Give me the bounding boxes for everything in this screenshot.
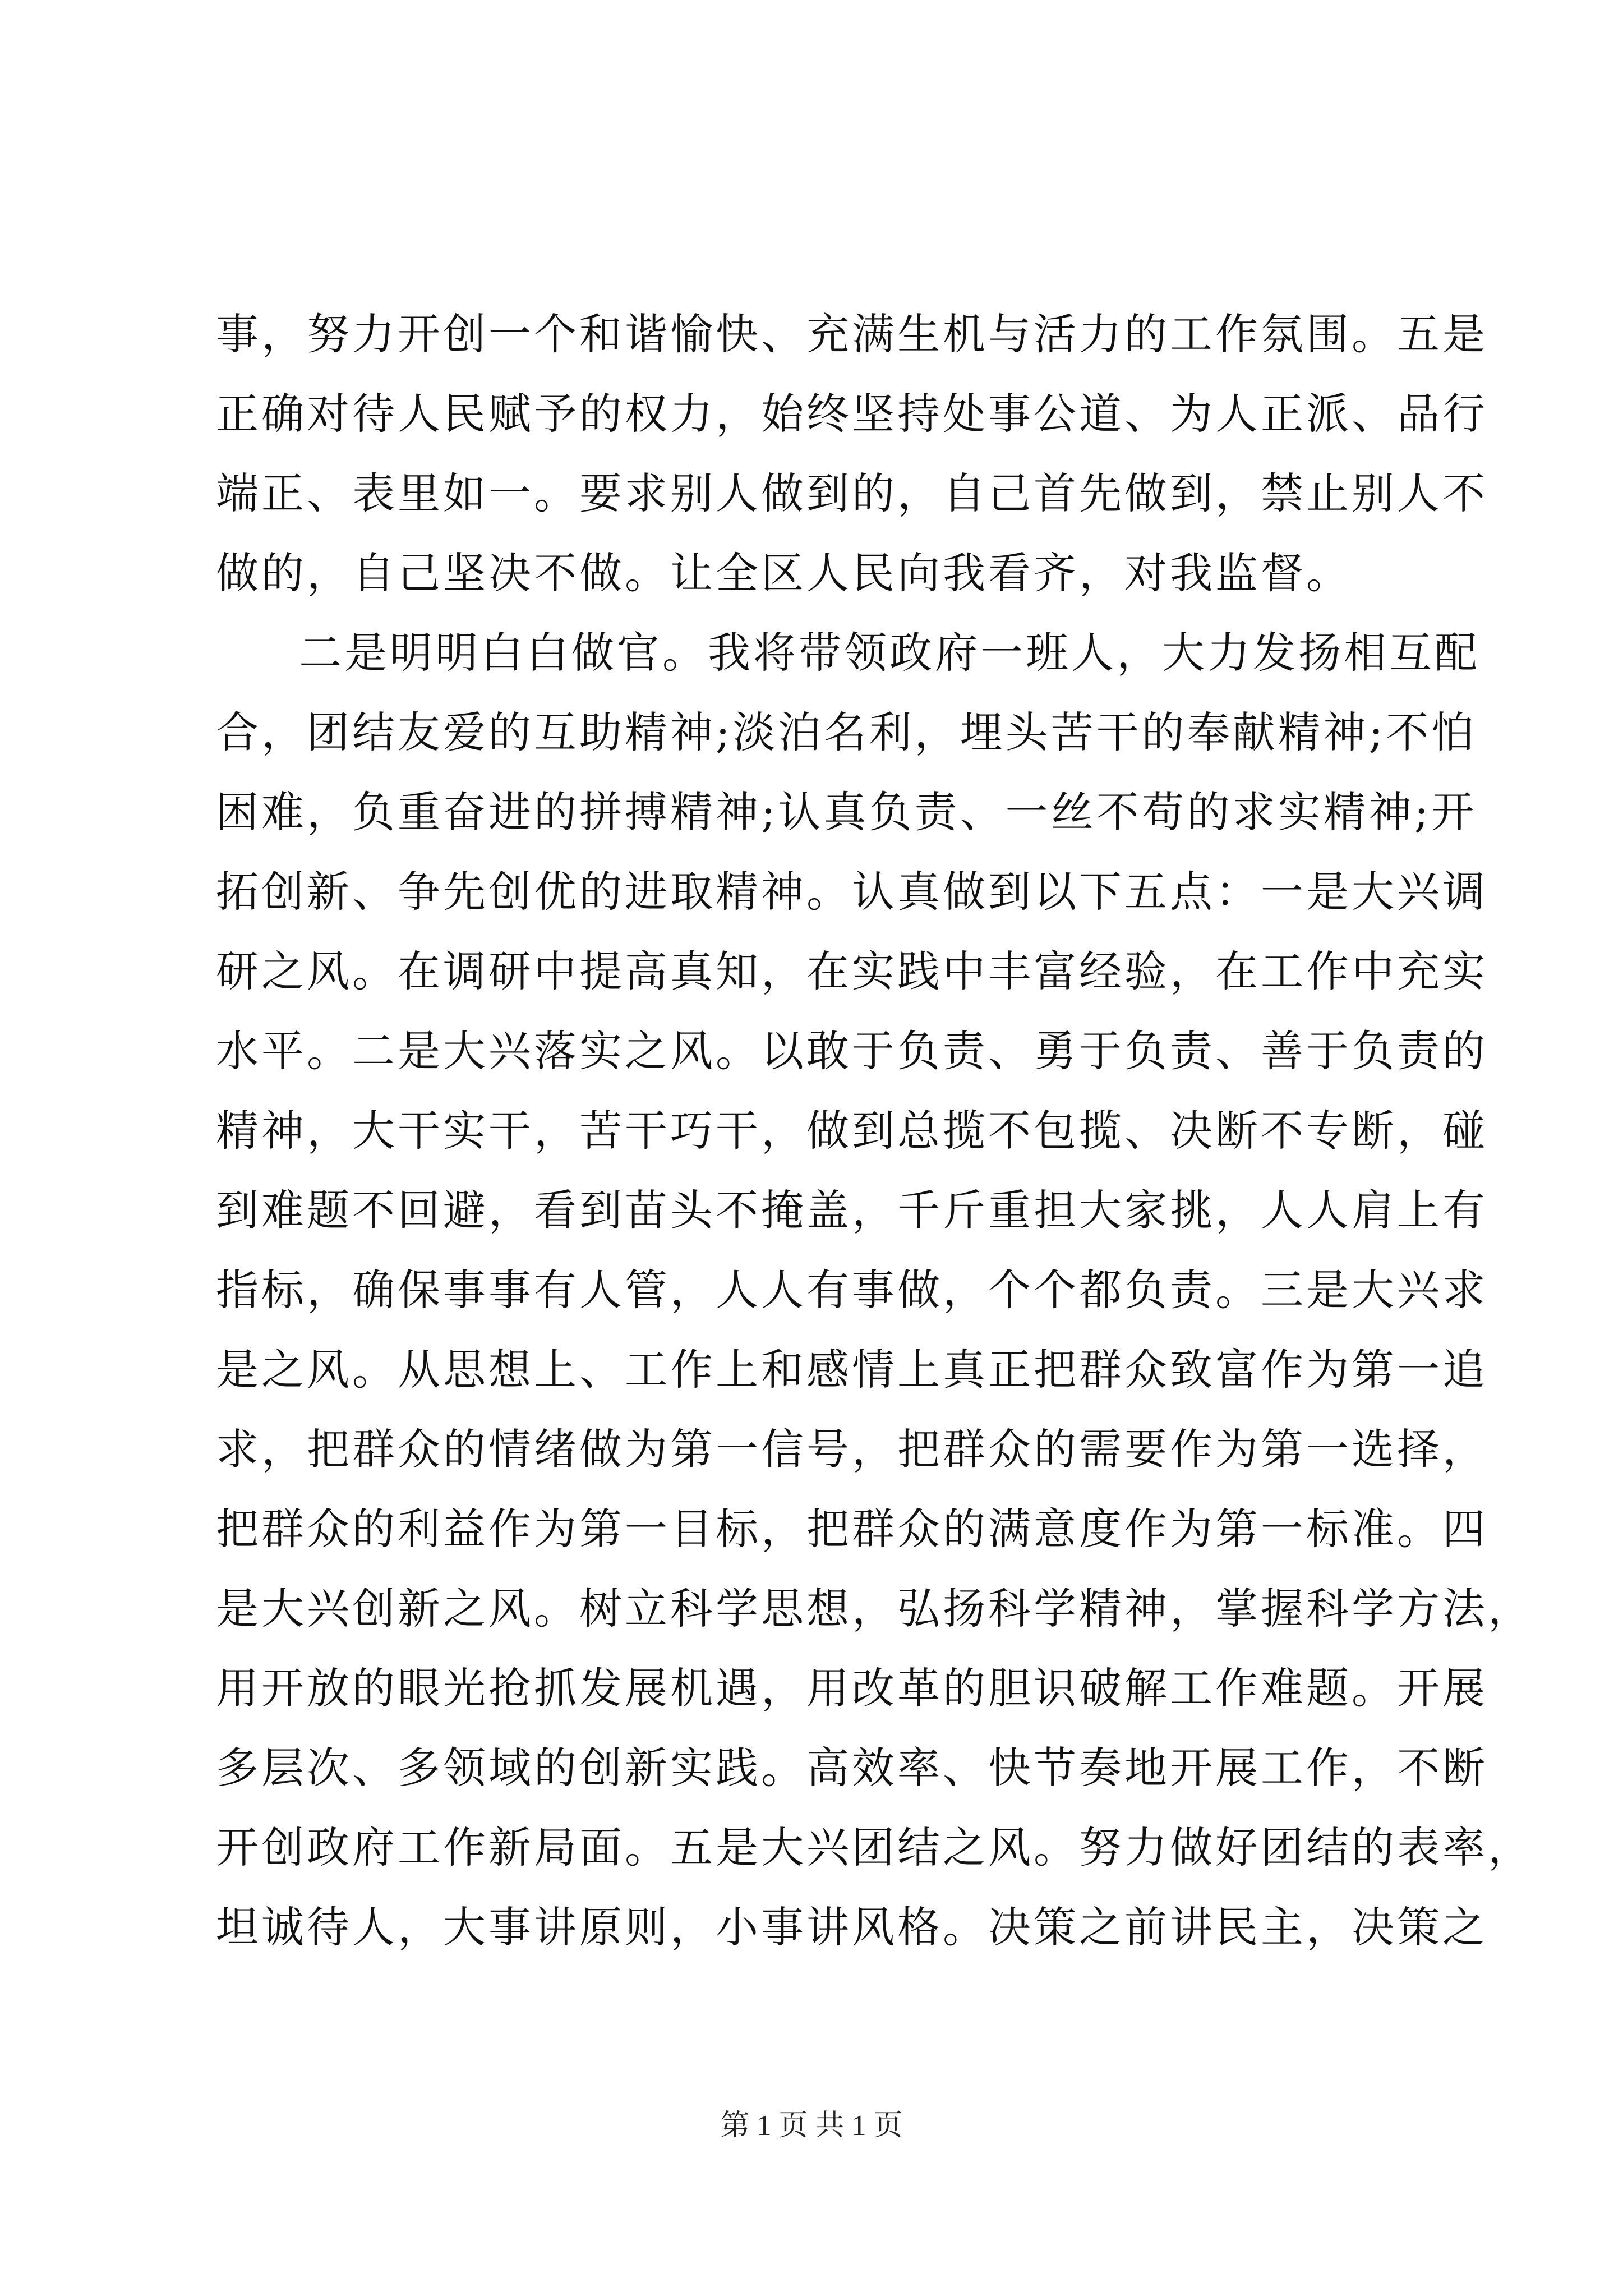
text-line: 是之风。从思想上、工作上和感情上真正把群众致富作为第一追 bbox=[216, 1345, 1488, 1395]
page-footer: 第 1 页 共 1 页 bbox=[720, 2110, 903, 2142]
text-line: 事，努力开创一个和谐愉快、充满生机与活力的工作氛围。五是 bbox=[216, 309, 1488, 359]
text-line: 求，把群众的情绪做为第一信号，把群众的需要作为第一选择， bbox=[216, 1424, 1488, 1474]
text-line: 困难，负重奋进的拼搏精神;认真负责、一丝不苟的求实精神;开 bbox=[216, 787, 1477, 837]
text-line: 研之风。在调研中提高真知，在实践中丰富经验，在工作中充实 bbox=[216, 946, 1488, 996]
text-line: 指标，确保事事有人管，人人有事做，个个都负责。三是大兴求 bbox=[216, 1265, 1488, 1315]
text-line: 拓创新、争先创优的进取精神。认真做到以下五点：一是大兴调 bbox=[216, 867, 1488, 917]
document-body bbox=[216, 295, 1533, 1967]
text-line: 正确对待人民赋予的权力，始终坚持处事公道、为人正派、品行 bbox=[216, 389, 1488, 439]
text-line: 做的，自己坚决不做。让全区人民向我看齐，对我监督。 bbox=[216, 548, 1352, 598]
text-line: 多层次、多领域的创新实践。高效率、快节奏地开展工作，不断 bbox=[216, 1743, 1488, 1793]
text-line: 精神，大干实干，苦干巧干，做到总揽不包揽、决断不专断，碰 bbox=[216, 1106, 1488, 1156]
text-line: 水平。二是大兴落实之风。以敢于负责、勇于负责、善于负责的 bbox=[216, 1026, 1488, 1076]
text-line: 是大兴创新之风。树立科学思想，弘扬科学精神，掌握科学方法， bbox=[216, 1584, 1533, 1634]
paragraph-start-line: 二是明明白白做官。我将带领政府一班人，大力发扬相互配 bbox=[299, 628, 1480, 678]
text-line: 用开放的眼光抢抓发展机遇，用改革的胆识破解工作难题。开展 bbox=[216, 1663, 1488, 1713]
text-line: 坦诚待人，大事讲原则，小事讲风格。决策之前讲民主，决策之 bbox=[216, 1902, 1488, 1952]
text-line: 开创政府工作新局面。五是大兴团结之风。努力做好团结的表率， bbox=[216, 1823, 1533, 1872]
text-line: 到难题不回避，看到苗头不掩盖，千斤重担大家挑，人人肩上有 bbox=[216, 1185, 1488, 1235]
text-line: 把群众的利益作为第一目标，把群众的满意度作为第一标准。四 bbox=[216, 1504, 1488, 1554]
text-line: 合，团结友爱的互助精神;淡泊名利，埋头苦干的奉献精神;不怕 bbox=[216, 707, 1477, 757]
text-line: 端正、表里如一。要求别人做到的，自己首先做到，禁止别人不 bbox=[216, 468, 1488, 518]
